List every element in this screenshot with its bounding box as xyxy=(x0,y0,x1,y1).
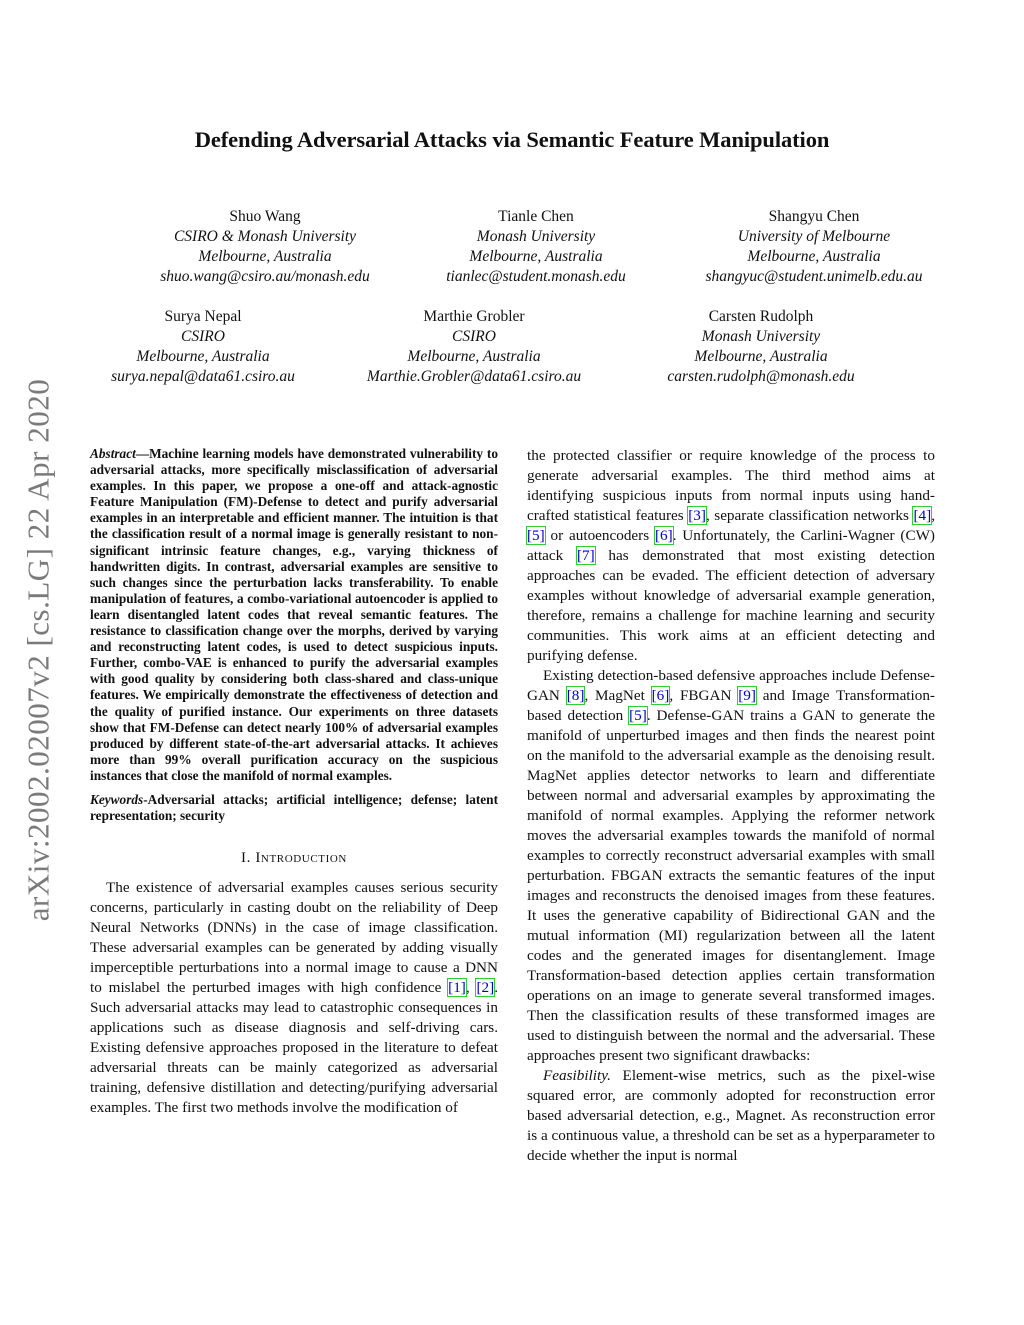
paragraph-text: or autoencoders xyxy=(544,527,655,544)
author-location: Melbourne, Australia xyxy=(694,348,828,365)
author-affiliation: University of Melbourne xyxy=(737,228,891,245)
author-name: Carsten Rudolph xyxy=(708,308,814,325)
author-location: Melbourne, Australia xyxy=(136,348,270,365)
author-location: Melbourne, Australia xyxy=(407,348,541,365)
citation-link[interactable]: [5] xyxy=(629,707,647,724)
author-email: Marthie.Grobler@data61.csiro.au xyxy=(366,368,582,385)
author-block xyxy=(606,307,916,387)
keywords-label: Keywords xyxy=(90,791,144,807)
paper-title: Defending Adversarial Attacks via Semantic Feature Manipulation xyxy=(194,127,830,152)
author-email: surya.nepal@data61.csiro.au xyxy=(111,368,295,385)
author-block xyxy=(319,307,629,387)
author-block xyxy=(110,207,420,287)
author-email: tianlec@student.monash.edu xyxy=(446,268,626,285)
author-affiliation: CSIRO & Monash University xyxy=(173,228,357,245)
author-email: carsten.rudolph@monash.edu xyxy=(667,368,855,385)
section-heading xyxy=(90,848,498,868)
keywords xyxy=(90,792,498,824)
paragraph-text: has demonstrated that most existing detection approaches can be evaded. The efficient detection of adversary examples without knowledge of adversarial example generation, therefore, remains a challenge for machine learning and security communities. This work aims at an efficient detecting and purifying defense. xyxy=(527,547,935,664)
paragraph-text: , xyxy=(465,979,477,997)
author-name: Surya Nepal xyxy=(164,308,242,325)
keywords-text: -Adversarial attacks; artificial intelligence; defense; latent representation; security xyxy=(90,791,498,824)
abstract-label: Abstract xyxy=(90,446,136,461)
paragraph-text: and Image Transformation-based detection xyxy=(527,687,935,724)
citation-link[interactable]: [2] xyxy=(476,979,495,997)
paragraph-text: , FBGAN xyxy=(669,687,739,704)
paragraph-text: . Unfortunately, the Carlini-Wagner (CW) attack xyxy=(527,527,935,564)
author-name: Shuo Wang xyxy=(229,208,301,225)
citation-link[interactable]: [1] xyxy=(448,979,466,997)
citation-link[interactable]: [6] xyxy=(651,687,670,704)
author-name: Tianle Chen xyxy=(498,208,574,225)
related-work-paragraph xyxy=(527,666,935,1066)
right-column xyxy=(527,446,935,1166)
feasibility-paragraph xyxy=(527,1066,935,1166)
paragraph-text: , MagNet xyxy=(584,687,652,704)
paragraph-text: the protected classifier or require knowledge of the process to generate adversarial examples. The third method aims at identifying suspicious inputs from normal inputs using hand-crafted statistical features xyxy=(527,447,935,524)
section-title: Introduction xyxy=(255,850,347,867)
author-block xyxy=(381,207,691,287)
feasibility-label: Feasibility. xyxy=(543,1067,611,1084)
arxiv-sidebar xyxy=(18,350,58,950)
author-name: Shangyu Chen xyxy=(768,208,860,225)
author-name: Marthie Grobler xyxy=(423,308,525,325)
citation-link[interactable]: [8] xyxy=(566,687,585,704)
author-location: Melbourne, Australia xyxy=(469,248,603,265)
left-column xyxy=(90,446,498,1118)
author-affiliation: CSIRO xyxy=(181,328,225,345)
citation-link[interactable]: [7] xyxy=(576,547,595,564)
abstract xyxy=(90,446,498,784)
author-affiliation: Monash University xyxy=(701,328,821,345)
paragraph-text: . Such adversarial attacks may lead to catastrophic consequences in applications such as disease diagnosis and self-driving cars. Existing defensive approaches proposed in the literature to defeat adversarial threats can be mainly categorized as adversarial training, defensive distillation and detecting/purifying adversarial examples. The first two methods involve the modification of xyxy=(90,979,498,1117)
paragraph-text: , separate classification networks xyxy=(705,507,914,524)
paragraph-text: Element-wise metrics, such as the pixel-wise squared error, are commonly adopted for reconstruction error based adversarial detection, e.g., Magnet. As reconstruction error is a continuous value, a threshold can be set as a hyperparameter to decide whether the input is normal xyxy=(527,1067,935,1164)
author-affiliation: Monash University xyxy=(476,228,596,245)
citation-link[interactable]: [3] xyxy=(688,507,706,524)
citation-link[interactable]: [9] xyxy=(738,687,756,704)
paragraph-text: The existence of adversarial examples causes serious security concerns, particularly in casting doubt on the reliability of Deep Neural Networks (DNNs) in the case of image classification. These adversarial examples can be generated by adding visually imperceptible perturbations into a normal image to cause a DNN to mislabel the perturbed images with high confidence xyxy=(90,879,498,997)
author-affiliation: CSIRO xyxy=(452,328,496,345)
author-block xyxy=(659,207,969,287)
intro-paragraph xyxy=(90,878,498,1118)
author-email: shuo.wang@csiro.au/monash.edu xyxy=(160,268,370,285)
continued-paragraph xyxy=(527,446,935,666)
paragraph-text: . Defense-GAN trains a GAN to generate the manifold of unperturbed images and then finds the nearest point on the manifold to the adversarial example as the denoising result. MagNet applies detector networks to learn and differentiate between normal and adversarial examples by approximating the manifold of normal examples. Applying the reformer network moves the adversarial examples towards the manifold of normal examples to correctly reconstruct adversarial examples with small perturbation. FBGAN extracts the semantic features of the input images and reconstructs the denoised images from these features. It uses the generative capability of Bidirectional GAN and the mutual information (MI) regularization between all the latent codes and the generated images for disentanglement. Image Transformation-based detection applies certain transformation operations on an image to generate several transformed images. Then the classification results of these transformed images are used to distinguish between the normal and the adversarial. These approaches present two significant drawbacks: xyxy=(527,707,935,1064)
citation-link[interactable]: [4] xyxy=(913,507,932,524)
paragraph-text: , xyxy=(931,507,935,524)
author-location: Melbourne, Australia xyxy=(198,248,332,265)
citation-link[interactable]: [6] xyxy=(654,527,673,544)
author-email: shangyuc@student.unimelb.edu.au xyxy=(705,268,923,285)
arxiv-identifier: arXiv:2002.02007v2 [cs.LG] 22 Apr 2020 xyxy=(20,378,55,922)
author-block xyxy=(48,307,358,387)
abstract-text: —Machine learning models have demonstrated vulnerability to adversarial attacks, more specifically misclassification of adversarial examples. In this paper, we propose a one-off and attack-agnostic Feature Manipulation (FM)-Defense to detect and purify adversarial examples in an interpretable and efficient manner. The intuition is that the classification result of a normal image is generally resistant to non-significant intrinsic feature changes, e.g., varying thickness of handwritten digits. In contrast, adversarial examples are sensitive to such changes since the perturbation lacks transferability. To enable manipulation of features, a combo-variational autoencoder is applied to learn disentangled latent codes that reveal semantic features. The resistance to classification change over the morphs, derived by varying and reconstructing latent codes, is used to detect suspicious inputs. Further, combo-VAE is enhanced to purify the adversarial examples with good quality by considering both class-shared and class-unique features. We empirically demonstrate the effectiveness of detection and the quality of purified instance. Our experiments on three datasets show that FM-Defense can detect nearly 100% of adversarial examples produced by different state-of-the-art adversarial attacks. It achieves more than 99% overall purification accuracy on the suspicious instances that close the manifold of normal examples. xyxy=(90,446,498,783)
author-location: Melbourne, Australia xyxy=(747,248,881,265)
paragraph-text: Existing detection-based defensive approaches include Defense-GAN xyxy=(527,667,935,704)
section-numeral: I. xyxy=(241,850,256,867)
citation-link[interactable]: [5] xyxy=(527,527,545,544)
